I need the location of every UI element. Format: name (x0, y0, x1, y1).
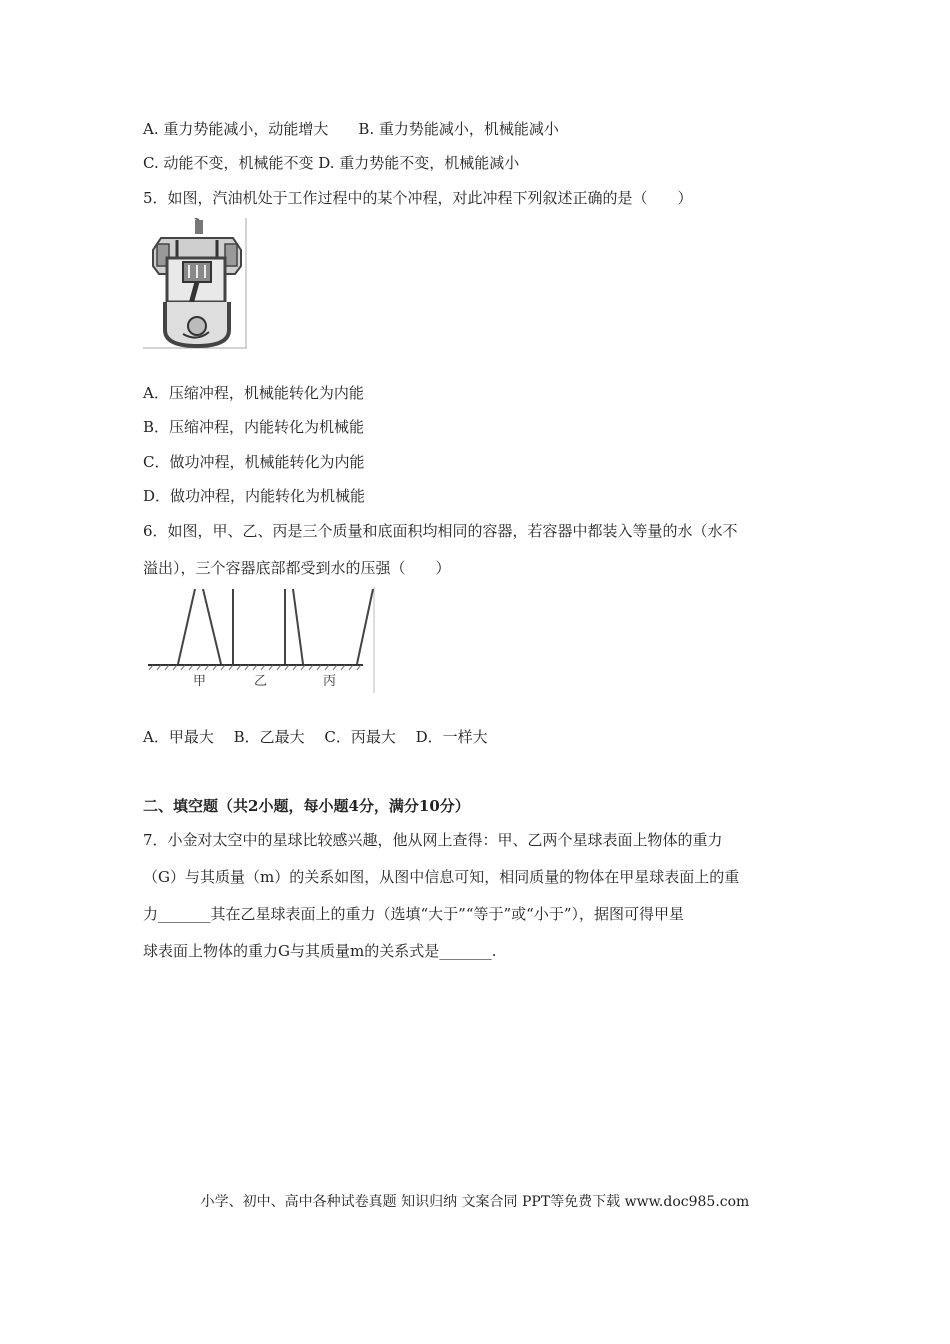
q6-options: A．甲最大 B．乙最大 C．丙最大 D．一样大 (143, 728, 488, 746)
q6-stem-line2: 溢出），三个容器底部都受到水的压强（ ） (143, 559, 451, 577)
q4-options-ab: A. 重力势能减小，动能增大 B. 重力势能减小，机械能减小 (143, 120, 559, 138)
engine-stroke-figure (143, 218, 249, 350)
q5-option-d: D．做功冲程，内能转化为机械能 (143, 487, 366, 505)
page-footer: 小学、初中、高中各种试卷真题 知识归纳 文案合同 PPT等免费下载 www.doc985.com (200, 1194, 750, 1210)
q7-line1: 7．小金对太空中的星球比较感兴趣，他从网上查得：甲、乙两个星球表面上物体的重力 (143, 831, 723, 849)
q5-stem: 5．如图，汽油机处于工作过程中的某个冲程，对此冲程下列叙述正确的是（ ） (143, 189, 693, 207)
q7-line4: 球表面上物体的重力G与其质量m的关系式是_______. (143, 942, 497, 960)
q4-options-cd: C. 动能不变，机械能不变 D. 重力势能不变，机械能减小 (143, 154, 520, 172)
container-label-jia: 甲 (193, 674, 207, 689)
q6-stem-line1: 6．如图，甲、乙、丙是三个质量和底面积均相同的容器，若容器中都装入等量的水（水不 (143, 522, 738, 540)
containers-figure (143, 587, 378, 695)
q7-line2: （G）与其质量（m）的关系如图，从图中信息可知，相同质量的物体在甲星球表面上的重 (143, 868, 740, 886)
section-heading: 二、填空题（共2小题，每小题4分，满分10分） (143, 797, 470, 815)
container-label-bing: 丙 (323, 674, 337, 689)
q5-option-c: C．做功冲程，机械能转化为内能 (143, 453, 365, 471)
container-label-yi: 乙 (254, 674, 268, 689)
q5-option-a: A．压缩冲程，机械能转化为内能 (143, 384, 364, 402)
q5-option-b: B．压缩冲程，内能转化为机械能 (143, 418, 365, 436)
q7-line3: 力_______其在乙星球表面上的重力（选填“大于”“等于”或“小于”），据图可得甲星 (143, 905, 685, 923)
